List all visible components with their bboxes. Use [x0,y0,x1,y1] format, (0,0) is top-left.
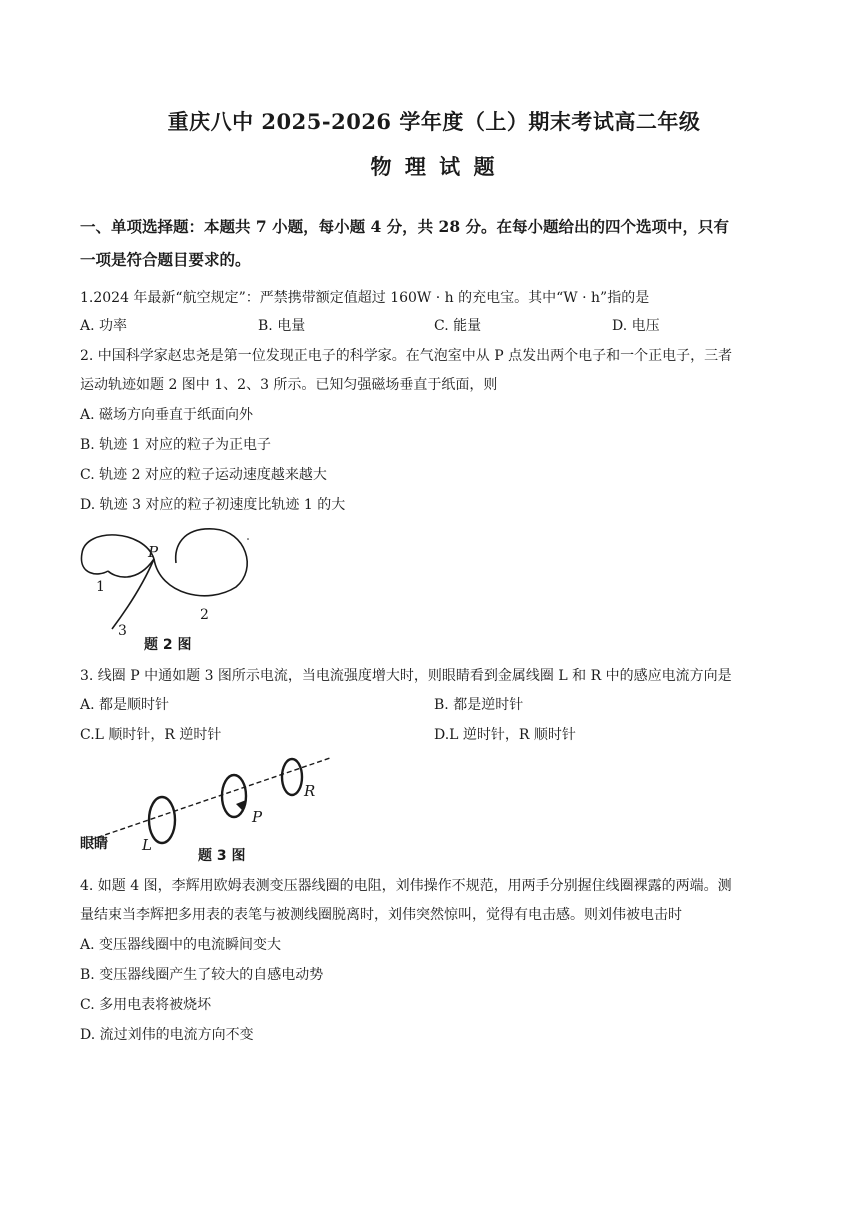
coil-r [282,759,302,795]
q4-stem-line1: 4. 如题 4 图，李辉用欧姆表测变压器线圈的电阻，刘伟操作不规范，用两手分别握住线圈裸露的两端。测 [80,878,732,894]
q1-option-d: D. 电压 [612,318,660,334]
eye-label: 眼睛 [80,836,108,852]
q3-stem: 3. 线圈 P 中通如题 3 图所示电流，当电流强度增大时，则眼睛看到金属线圈 L 和 R 中的感应电流方向是 [80,668,732,684]
section-heading-line2: 一项是符合题目要求的。 [80,250,251,269]
track-2 [154,529,247,596]
track-1 [81,535,154,574]
q4-option-c: C. 多用电表将被烧坏 [80,997,212,1013]
figure-3-caption: 题 3 图 [198,848,246,864]
section-heading-line1: 一、单项选择题：本题共 7 小题，每小题 4 分，共 28 分。在每小题给出的四个选项中，只有 [80,217,730,236]
figure-2-particle-tracks [78,525,278,655]
q3-option-c: C.L 顺时针，R 逆时针 [80,727,222,743]
q2-option-c: C. 轨迹 2 对应的粒子运动速度越来越大 [80,467,327,483]
track-label-1: 1 [96,579,105,595]
q1-option-c: C. 能量 [434,318,482,334]
exam-subtitle: 物 理 试 题 [370,154,498,179]
point-p-dot [247,538,249,540]
q2-option-a: A. 磁场方向垂直于纸面向外 [80,407,254,423]
q2-stem-line2: 运动轨迹如题 2 图中 1、2、3 所示。已知匀强磁场垂直于纸面，则 [80,377,498,393]
exam-title: 重庆八中 2025-2026 学年度（上）期末考试高二年级 [167,109,701,134]
q4-option-d: D. 流过刘伟的电流方向不变 [80,1027,254,1043]
coil-r-label: R [304,782,316,800]
q2-option-b: B. 轨迹 1 对应的粒子为正电子 [80,437,271,453]
coil-l-label: L [142,836,152,854]
q4-option-b: B. 变压器线圈产生了较大的自感电动势 [80,967,324,983]
q1-option-a: A. 功率 [80,318,128,334]
track-label-2: 2 [200,607,209,623]
coil-p-label: P [252,808,263,826]
q4-stem-line2: 量结束当李辉把多用表的表笔与被测线圈脱离时，刘伟突然惊叫，觉得有电击感。则刘伟被电击时 [80,907,682,923]
track-label-3: 3 [118,623,127,639]
coil-p [222,775,246,817]
q4-option-a: A. 变压器线圈中的电流瞬间变大 [80,937,282,953]
q3-option-a: A. 都是顺时针 [80,697,170,713]
q3-option-d: D.L 逆时针，R 顺时针 [434,727,576,743]
q2-stem-line1: 2. 中国科学家赵忠尧是第一位发现正电子的科学家。在气泡室中从 P 点发出两个电子和一个正电子，三者 [80,348,733,364]
figure-2-caption: 题 2 图 [144,637,192,653]
coil-l [149,797,175,843]
axis-line [90,758,330,840]
q3-option-b: B. 都是逆时针 [434,697,524,713]
q2-option-d: D. 轨迹 3 对应的粒子初速度比轨迹 1 的大 [80,497,346,513]
figure-3-coils [78,752,348,867]
q1-stem: 1.2024 年最新“航空规定”：严禁携带额定值超过 160W · h 的充电宝。其中“W · h”指的是 [80,290,650,306]
point-p-label: P [148,543,159,561]
track-3 [112,559,154,629]
q1-option-b: B. 电量 [258,318,306,334]
